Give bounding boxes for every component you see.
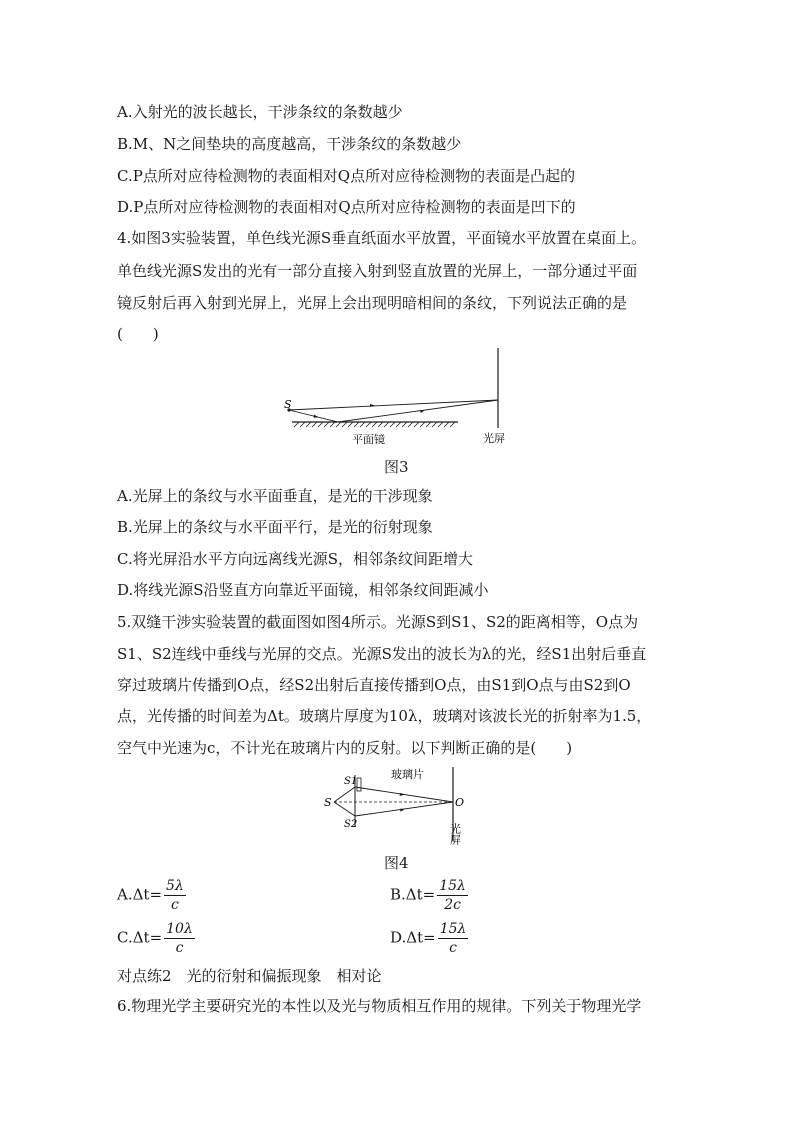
q3-option-b: B.M、N之间垫块的高度越高，干涉条纹的条数越少 <box>117 135 462 153</box>
q5-option-d <box>390 920 468 957</box>
figure-4-o-label: O <box>455 796 465 809</box>
q6-stem: 6.物理光学主要研究光的本性以及光与物质相互作用的规律。下列关于物理光学 <box>117 997 642 1015</box>
q4-stem-line-3: 镜反射后再入射到光屏上，光屏上会出现明暗相间的条纹，下列说法正确的是 <box>117 294 628 312</box>
q4-stem-line-4: ( ) <box>117 325 159 343</box>
q3-option-c: C.P点所对应待检测物的表面相对Q点所对应待检测物的表面是凸起的 <box>117 167 576 185</box>
figure-3-diagram <box>280 346 520 448</box>
q5-option-b-num: 15λ <box>439 878 466 894</box>
q5-option-c-num: 10λ <box>166 921 193 937</box>
q5-option-a-prefix: A.Δt= <box>117 885 163 904</box>
q5-stem-line-1: 5.双缝干涉实验装置的截面图如图4所示。光源S到S1、S2的距离相等，O点为 <box>117 613 639 631</box>
q3-option-d: D.P点所对应待检测物的表面相对Q点所对应待检测物的表面是凹下的 <box>117 198 576 216</box>
q5-option-a <box>117 877 186 914</box>
q5-stem-line-5: 空气中光速为c，不计光在玻璃片内的反射。以下判断正确的是( ) <box>117 739 573 757</box>
figure-4-s2-label: S2 <box>344 819 358 830</box>
figure-3-direct-ray <box>289 400 498 410</box>
figure-4-ray-s-s2 <box>334 802 355 816</box>
q4-stem-line-1: 4.如图3实验装置，单色线光源S垂直纸面水平放置，平面镜水平放置在桌面上。 <box>117 229 647 247</box>
q5-option-a-num: 5λ <box>166 878 184 894</box>
figure-4-s1-label: S1 <box>344 776 358 787</box>
figure-3-reflected-ray <box>289 400 498 422</box>
figure-4-diagram <box>322 765 482 845</box>
q4-option-d: D.将线光源S沿竖直方向靠近平面镜，相邻条纹间距减小 <box>117 581 489 599</box>
figure-4-screen-label: 光屏 <box>448 823 462 845</box>
figure-4-glass-piece <box>357 778 361 791</box>
q4-stem-line-2: 单色线光源S发出的光有一部分直接入射到竖直放置的光屏上，一部分通过平面 <box>117 262 638 280</box>
q5-option-d-prefix: D.Δt= <box>390 928 436 947</box>
q5-option-b-den: 2c <box>444 897 461 913</box>
q5-stem-line-4: 点，光传播的时间差为Δt。玻璃片厚度为10λ，玻璃对该波长光的折射率为1.5， <box>117 707 652 725</box>
figure-4-glass-label: 玻璃片 <box>391 768 424 781</box>
q5-stem-line-3: 穿过玻璃片传播到O点，经S2出射后直接传播到O点，由S1到O点与由S2到O <box>117 676 631 694</box>
q5-option-a-den: c <box>171 897 179 913</box>
figure-3-mirror-hatch <box>294 422 455 427</box>
figure-3-caption: 图3 <box>384 458 409 476</box>
section-title: 对点练2 光的衍射和偏振现象 相对论 <box>117 967 382 985</box>
figure-3-arrow-reflected <box>420 410 425 413</box>
figure-3-arrow-incident <box>314 415 319 418</box>
q5-option-c-prefix: C.Δt= <box>117 928 163 947</box>
q5-option-c-den: c <box>175 940 184 956</box>
q3-option-a: A.入射光的波长越长，干涉条纹的条数越少 <box>117 103 403 121</box>
q4-option-c: C.将光屏沿水平方向远离线光源S，相邻条纹间距增大 <box>117 550 473 568</box>
figure-3-mirror-label: 平面镜 <box>352 433 385 446</box>
figure-4-caption: 图4 <box>384 854 409 872</box>
q4-option-b: B.光屏上的条纹与水平面平行，是光的衍射现象 <box>117 518 433 536</box>
figure-3-screen-label: 光屏 <box>483 432 505 445</box>
q5-option-b-prefix: B.Δt= <box>390 885 436 904</box>
q5-option-d-den: c <box>449 940 457 956</box>
figure-3-source-label: S <box>284 398 292 411</box>
figure-4-s-label: S <box>324 796 332 809</box>
q5-stem-line-2: S1、S2连线中垂线与光屏的交点。光源S发出的波长为λ的光，经S1出射后垂直 <box>117 645 647 663</box>
figure-4-arrow-lower <box>400 809 405 812</box>
q4-option-a: A.光屏上的条纹与水平面垂直，是光的干涉现象 <box>117 487 433 505</box>
figure-3-arrow-direct <box>370 404 375 407</box>
q5-option-b <box>390 877 468 914</box>
q5-option-d-num: 15λ <box>439 921 467 937</box>
figure-4-ray-s-s1 <box>334 787 355 802</box>
q5-option-c <box>117 920 195 957</box>
